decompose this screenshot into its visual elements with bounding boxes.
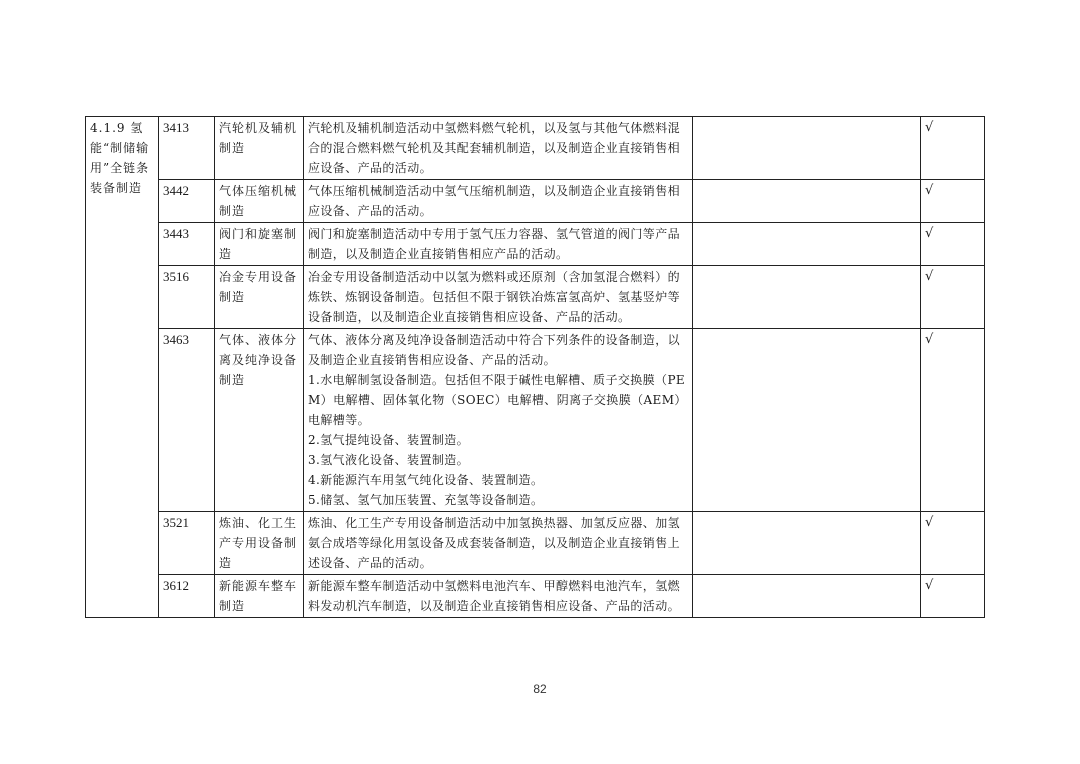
industry-name-cell: 汽轮机及辅机制造 bbox=[215, 117, 304, 180]
industry-code-cell: 3612 bbox=[159, 575, 215, 618]
table-row bbox=[86, 329, 985, 512]
industry-code-cell: 3521 bbox=[159, 512, 215, 575]
industry-code-cell: 3516 bbox=[159, 266, 215, 329]
industry-catalog-table bbox=[85, 116, 985, 618]
note-cell bbox=[693, 329, 921, 512]
description-cell bbox=[304, 117, 693, 180]
check-mark-cell: √ bbox=[921, 117, 985, 180]
description-cell bbox=[304, 223, 693, 266]
check-mark-cell: √ bbox=[921, 266, 985, 329]
description-line: 5.储氢、氢气加压装置、充氢等设备制造。 bbox=[308, 493, 544, 507]
description-line: 炼油、化工生产专用设备制造活动中加氢换热器、加氢反应器、加氢氨合成塔等绿化用氢设备及成套装备制造，以及制造企业直接销售上述设备、产品的活动。 bbox=[308, 516, 681, 570]
description-line: 气体、液体分离及纯净设备制造活动中符合下列条件的设备制造，以及制造企业直接销售相应设备、产品的活动。 bbox=[308, 333, 681, 367]
note-cell bbox=[693, 266, 921, 329]
description-cell bbox=[304, 266, 693, 329]
description-line: 气体压缩机械制造活动中氢气压缩机制造，以及制造企业直接销售相应设备、产品的活动。 bbox=[308, 184, 681, 218]
description-line: 汽轮机及辅机制造活动中氢燃料燃气轮机，以及氢与其他气体燃料混合的混合燃料燃气轮机及其配套辅机制造，以及制造企业直接销售相应设备、产品的活动。 bbox=[308, 121, 681, 175]
description-cell bbox=[304, 329, 693, 512]
note-cell bbox=[693, 575, 921, 618]
description-line: 冶金专用设备制造活动中以氢为燃料或还原剂（含加氢混合燃料）的炼铁、炼钢设备制造。包括但不限于钢铁冶炼富氢高炉、氢基竖炉等设备制造，以及制造企业直接销售相应设备、产品的活动。 bbox=[308, 270, 681, 324]
industry-name-cell: 冶金专用设备制造 bbox=[215, 266, 304, 329]
table-row bbox=[86, 223, 985, 266]
industry-code-cell: 3463 bbox=[159, 329, 215, 512]
check-mark-cell: √ bbox=[921, 329, 985, 512]
industry-name-cell: 阀门和旋塞制造 bbox=[215, 223, 304, 266]
table-row bbox=[86, 575, 985, 618]
industry-code-cell: 3443 bbox=[159, 223, 215, 266]
industry-name-cell: 炼油、化工生产专用设备制造 bbox=[215, 512, 304, 575]
industry-code-cell: 3442 bbox=[159, 180, 215, 223]
note-cell bbox=[693, 512, 921, 575]
industry-name-cell: 新能源车整车制造 bbox=[215, 575, 304, 618]
page-number: 82 bbox=[533, 682, 547, 696]
description-line: 1.水电解制氢设备制造。包括但不限于碱性电解槽、质子交换膜（PEM）电解槽、固体氧化物（SOEC）电解槽、阴离子交换膜（AEM）电解槽等。 bbox=[308, 373, 687, 427]
table-row bbox=[86, 117, 985, 180]
catalog-table-body bbox=[86, 117, 985, 618]
note-cell bbox=[693, 180, 921, 223]
description-cell bbox=[304, 512, 693, 575]
check-mark-cell: √ bbox=[921, 575, 985, 618]
table-row bbox=[86, 512, 985, 575]
description-cell bbox=[304, 180, 693, 223]
description-line: 新能源车整车制造活动中氢燃料电池汽车、甲醇燃料电池汽车，氢燃料发动机汽车制造，以及制造企业直接销售相应设备、产品的活动。 bbox=[308, 579, 681, 613]
description-line: 阀门和旋塞制造活动中专用于氢气压力容器、氢气管道的阀门等产品制造，以及制造企业直接销售相应产品的活动。 bbox=[308, 227, 681, 261]
table-row bbox=[86, 266, 985, 329]
table-row bbox=[86, 180, 985, 223]
note-cell bbox=[693, 223, 921, 266]
check-mark-cell: √ bbox=[921, 180, 985, 223]
industry-name-cell: 气体压缩机械制造 bbox=[215, 180, 304, 223]
description-cell bbox=[304, 575, 693, 618]
description-line: 3.氢气液化设备、装置制造。 bbox=[308, 453, 470, 467]
note-cell bbox=[693, 117, 921, 180]
check-mark-cell: √ bbox=[921, 512, 985, 575]
check-mark-cell: √ bbox=[921, 223, 985, 266]
category-cell: 4.1.9 氢能“制储输用”全链条装备制造 bbox=[86, 117, 159, 618]
industry-code-cell: 3413 bbox=[159, 117, 215, 180]
description-line: 2.氢气提纯设备、装置制造。 bbox=[308, 433, 470, 447]
description-line: 4.新能源汽车用氢气纯化设备、装置制造。 bbox=[308, 473, 544, 487]
industry-name-cell: 气体、液体分离及纯净设备制造 bbox=[215, 329, 304, 512]
